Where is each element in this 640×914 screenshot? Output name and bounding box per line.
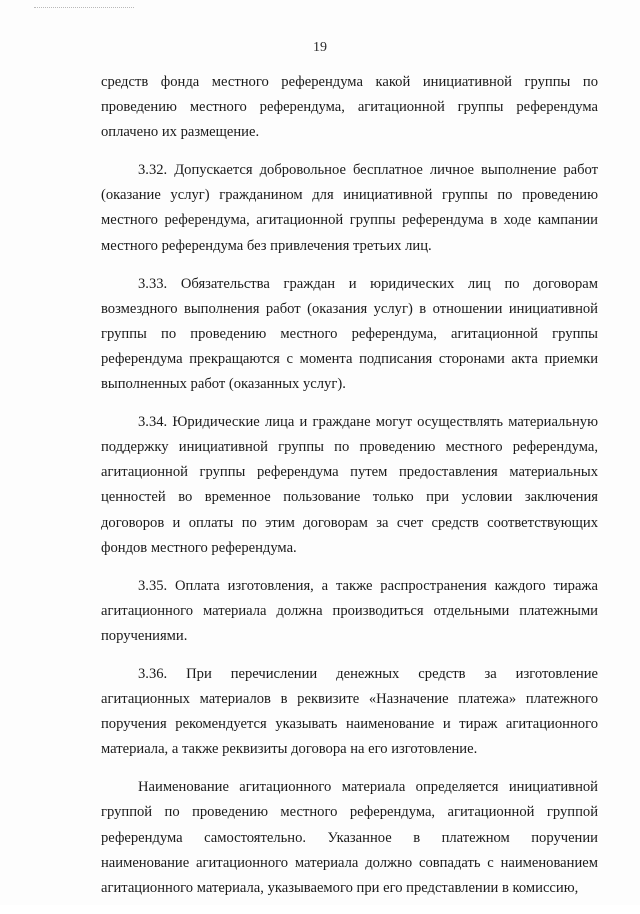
- paragraph-3-34: 3.34. Юридические лица и граждане могут осуществлять материальную поддержку инициативной группы по проведению местного референдума, агитационной группы референдума путем предоставления материальных ценностей во временное пользование только при условии заключения договоров и оплаты по этим договорам за счет средств соответствующих фондов местного референдума.: [101, 414, 598, 556]
- paragraph-continuation: средств фонда местного референдума какой инициативной группы по проведению местного референдума, агитационной группы референдума оплачено их размещение.: [101, 74, 598, 141]
- page-number: 19: [313, 40, 327, 55]
- paragraph-3-35: 3.35. Оплата изготовления, а также распространения каждого тиража агитационного материала должна производиться отдельными платежными поручениями.: [101, 577, 598, 644]
- paragraph-3-36: 3.36. При перечислении денежных средств за изготовление агитационных материалов в реквизите «Назначение платежа» платежного поручения рекомендуется указывать наименование и тираж агитационного материала, а также реквизиты договора на его изготовление.: [101, 665, 598, 758]
- paragraph-material-name: Наименование агитационного материала определяется инициативной группой по проведению местного референдума, агитационной группой референдума самостоятельно. Указанное в платежном поручении наименование агитационного материала должно совпадать с наименованием агитационного материала, указываемого при его представлении в комиссию,: [101, 779, 598, 896]
- scan-header-mark: [34, 7, 134, 8]
- paragraph-3-33: 3.33. Обязательства граждан и юридических лиц по договорам возмездного выполнения работ (оказания услуг) в отношении инициативной группы по проведению местного референдума, агитационной группы референдума прекращаются с момента подписания сторонами акта приемки выполненных работ (оказанных услуг).: [101, 275, 598, 393]
- paragraph-3-32: 3.32. Допускается добровольное бесплатное личное выполнение работ (оказание услуг) гражданином для инициативной группы по проведению местного референдума, агитационной группы референдума в ходе кампании местного референдума без привлечения третьих лиц.: [101, 162, 598, 254]
- document-body: [101, 70, 598, 914]
